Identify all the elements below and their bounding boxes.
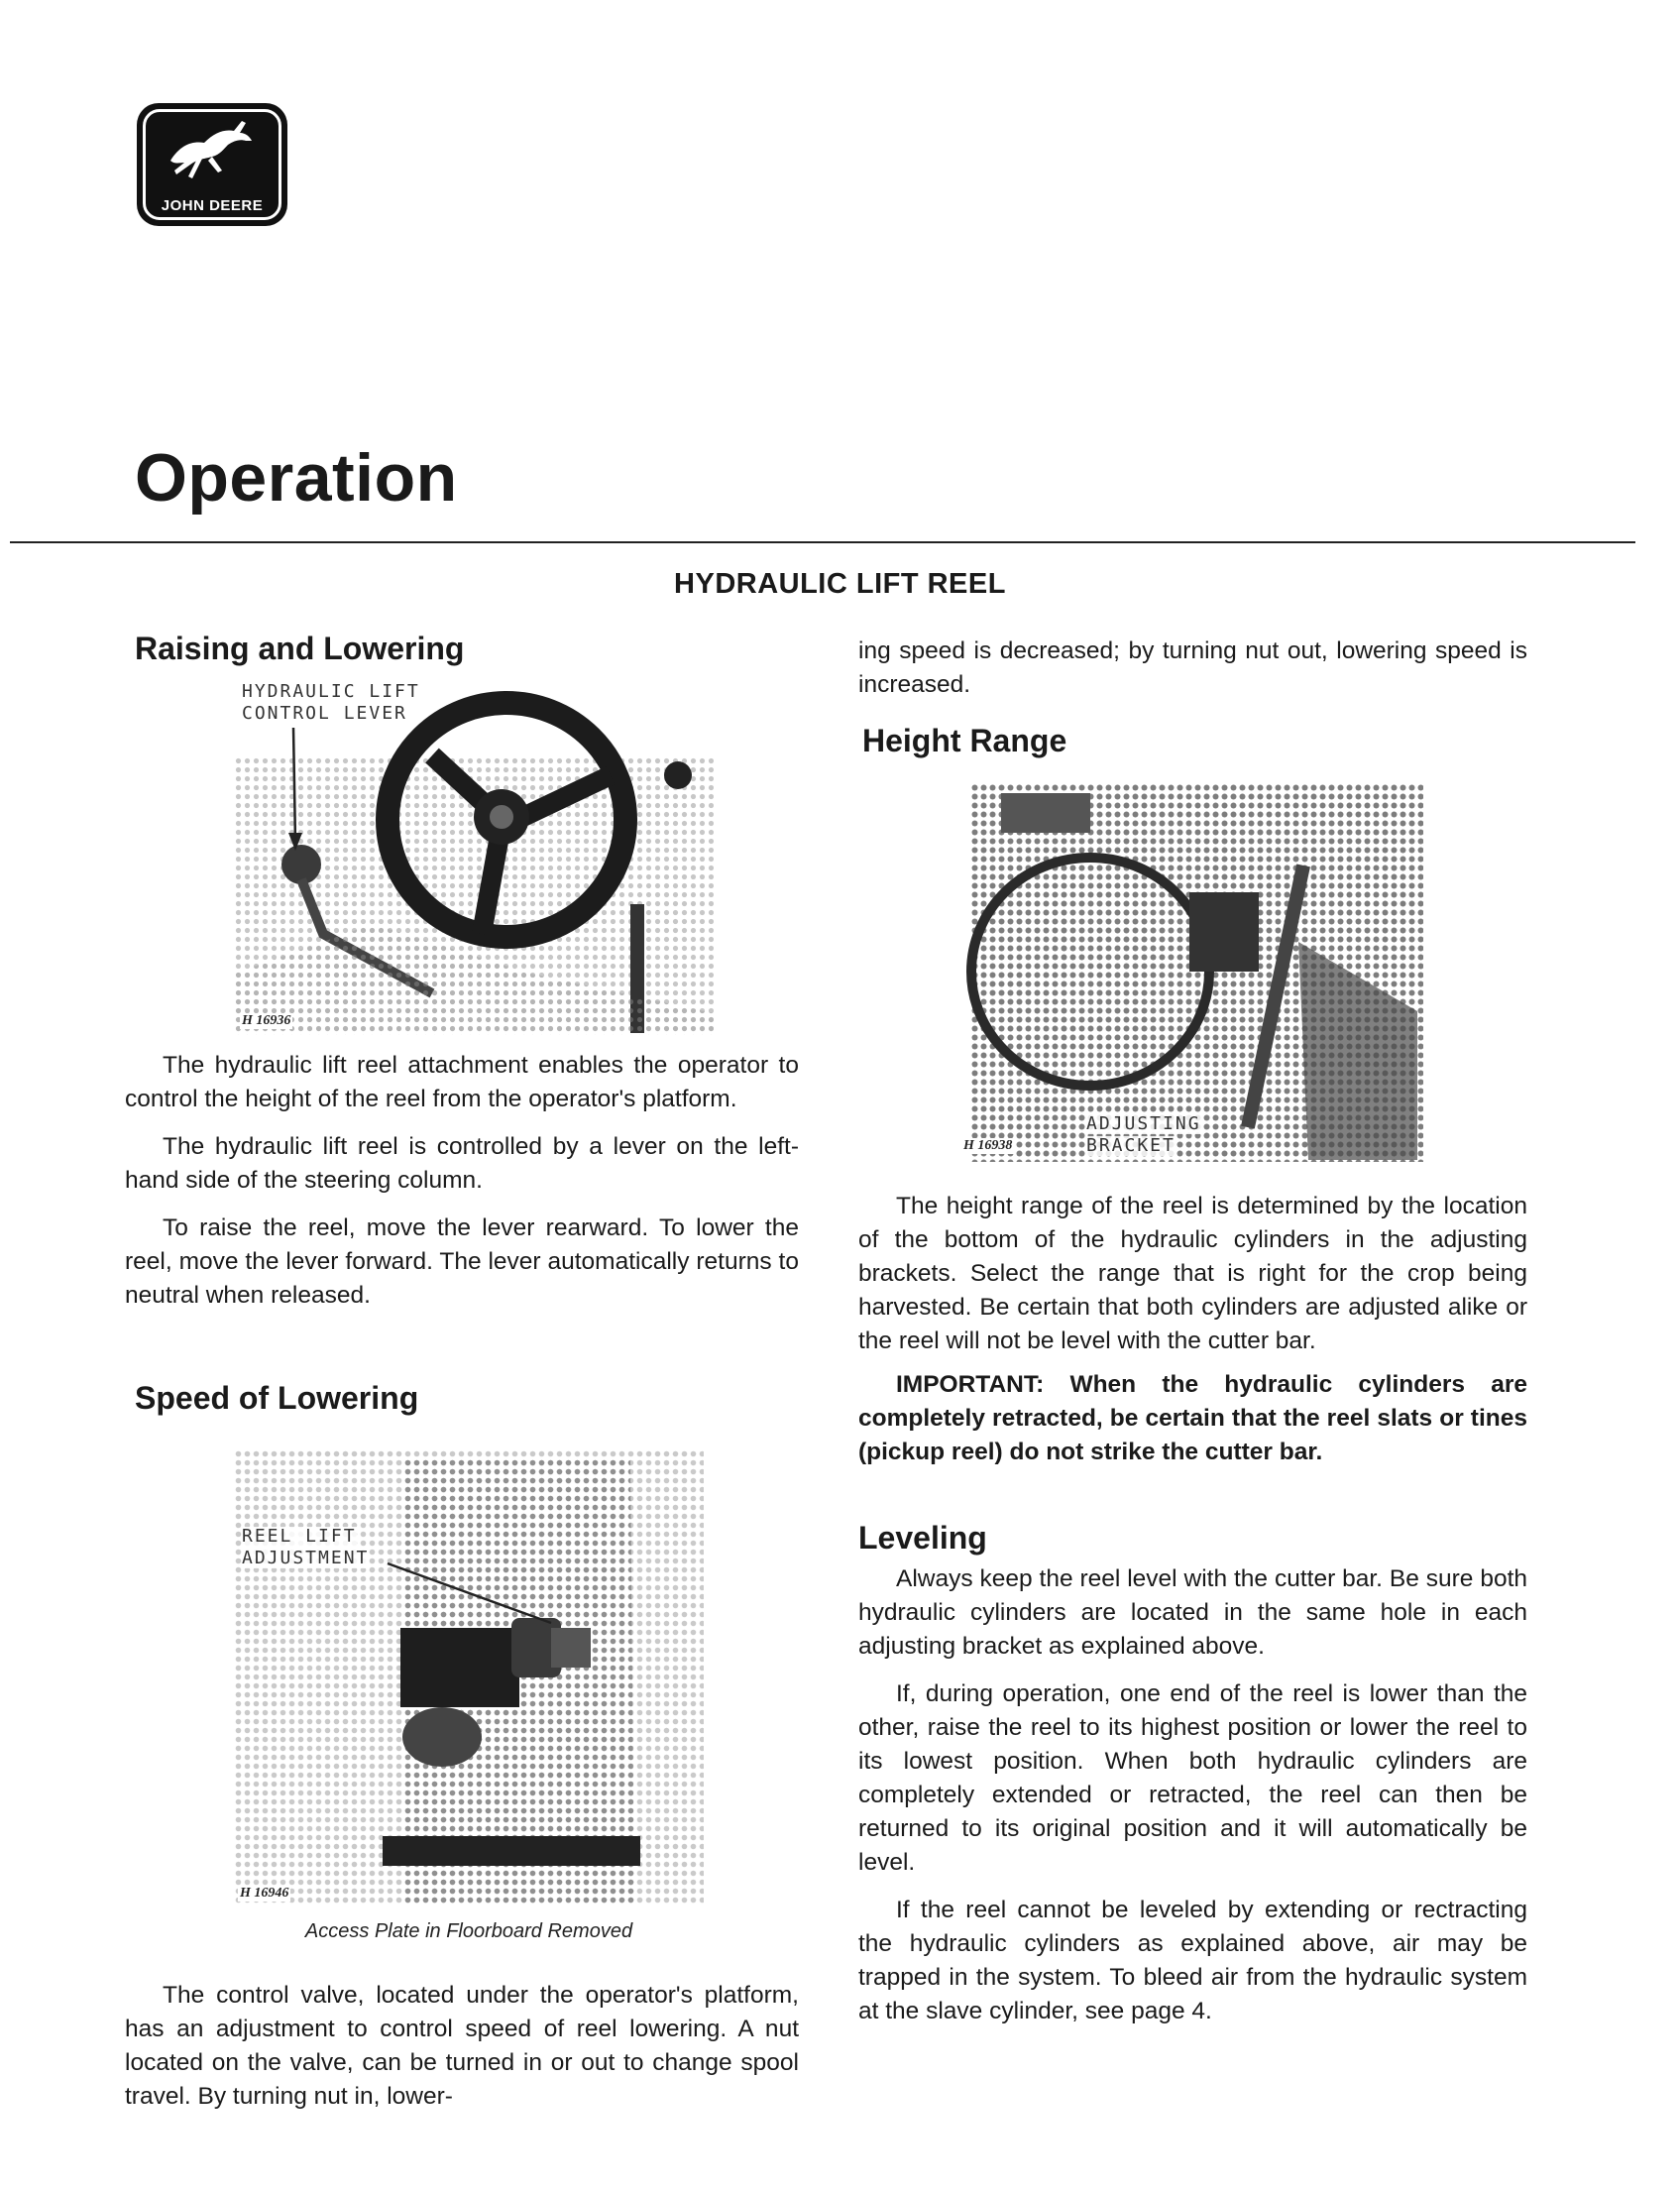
figure-reel-lift-adjustment: [234, 1449, 704, 1905]
section-title: HYDRAULIC LIFT REEL: [674, 568, 1006, 600]
paragraph: The height range of the reel is determined by the location of the bottom of the hydraulic cylinders in the adjusting brackets. Select the range that is right for the crop being harvested. Be certain that both cylinders are adjusted alike or the reel will not be level with the cutter bar.: [858, 1193, 1527, 1354]
important-note: IMPORTANT: When the hydraulic cylinders are completely retracted, be certain that the reel slats or tines (pickup reel) do not strike the cutter bar.: [858, 1371, 1527, 1465]
figure-label-control-lever: CONTROL LEVER: [242, 703, 407, 724]
heading-speed-lowering: Speed of Lowering: [135, 1380, 419, 1416]
title-rule: [10, 541, 1635, 543]
paragraph: The control valve, located under the operator's platform, has an adjustment to control speed of reel lowering. A nut located on the valve, can be turned in or out to change spool travel. By turning nut in, lower-: [125, 1982, 799, 2110]
figure-code: H 16946: [240, 1886, 289, 1901]
figure-caption: Access Plate in Floorboard Removed: [304, 1920, 633, 1942]
paragraph: Always keep the reel level with the cutter bar. Be sure both hydraulic cylinders are located in the same hole in each adjusting bracket as explained above.: [858, 1565, 1527, 1660]
raising-text-block: [125, 1049, 799, 1313]
paragraph: ing speed is decreased; by turning nut out, lowering speed is increased.: [858, 637, 1527, 698]
figure-control-lever: [234, 676, 714, 1035]
page-title: Operation: [135, 440, 458, 516]
deer-logo-icon: [163, 115, 262, 184]
figure-label-adjusting: ADJUSTING: [1086, 1113, 1201, 1134]
paragraph: If the reel cannot be leveled by extending or rectracting the hydraulic cylinders as explained above, air may be trapped in the system. To bleed air from the hydraulic system at the slave cylinder, see page 4.: [858, 1897, 1527, 2024]
paragraph: If, during operation, one end of the reel is lower than the other, raise the reel to its highest position or lower the reel to its lowest position. When both hydraulic cylinders are completely extended or retracted, the reel can then be returned to its original position and it will automatically be level.: [858, 1680, 1527, 1876]
paragraph: The hydraulic lift reel attachment enables the operator to control the height of the reel from the operator's platform.: [125, 1052, 799, 1112]
figure-label-bracket: BRACKET: [1086, 1135, 1176, 1156]
heading-raising-lowering: Raising and Lowering: [135, 631, 465, 666]
figure-adjusting-bracket: [961, 783, 1431, 1162]
figure-code: H 16938: [963, 1138, 1013, 1153]
paragraph: The hydraulic lift reel is controlled by a lever on the left-hand side of the steering column.: [125, 1133, 799, 1194]
speed-text-block: [125, 1979, 799, 2114]
john-deere-logo: [137, 103, 287, 226]
leveling-text-block: [858, 1562, 1527, 2028]
continuation-text: [858, 635, 1527, 702]
paragraph: To raise the reel, move the lever rearward. To lower the reel, move the lever forward. The lever automatically returns to neutral when released.: [125, 1214, 799, 1309]
figure-label-adjustment: ADJUSTMENT: [242, 1548, 370, 1568]
height-text-block: [858, 1190, 1527, 1469]
figure-code: H 16936: [242, 1013, 291, 1028]
logo-text: JOHN DEERE: [161, 197, 264, 214]
figure-label-reel-lift: REEL LIFT: [242, 1526, 357, 1547]
figure-label-hydraulic-lift: HYDRAULIC LIFT: [242, 681, 420, 702]
heading-height-range: Height Range: [862, 723, 1067, 758]
heading-leveling: Leveling: [858, 1520, 987, 1556]
